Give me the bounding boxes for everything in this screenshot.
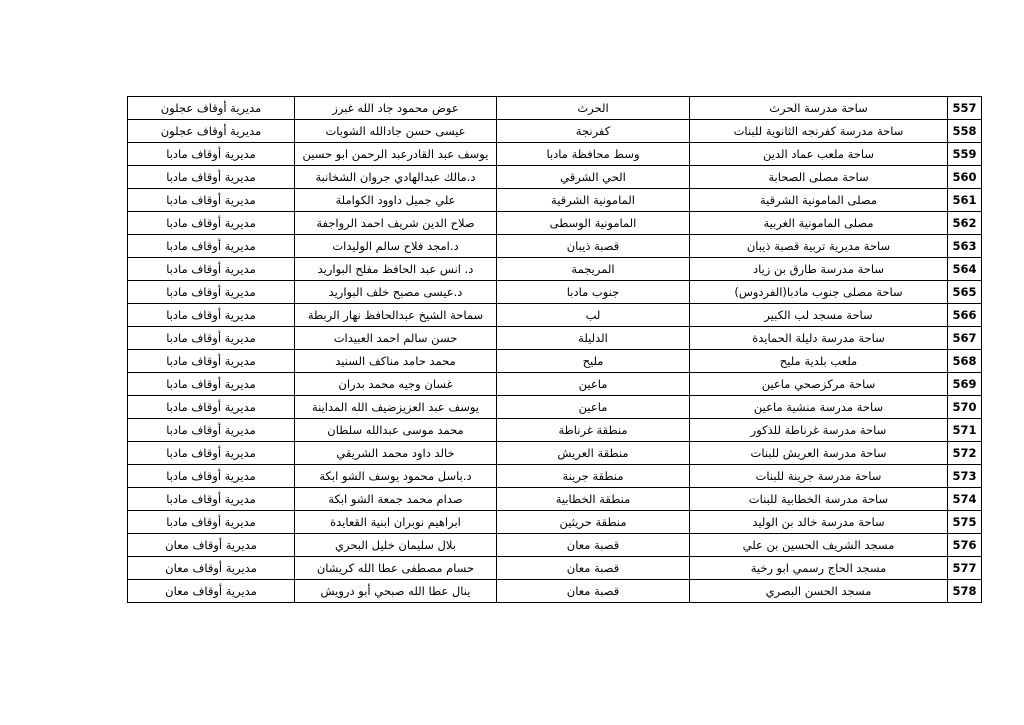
area-cell: الدليلة	[497, 327, 690, 350]
person-name-cell: عوض محمود جاد الله غبرز	[295, 97, 497, 120]
directorate-cell: مديرية أوقاف مادبا	[128, 304, 295, 327]
table-row	[128, 120, 982, 143]
table-row	[128, 166, 982, 189]
person-name-cell: صلاح الدين شريف احمد الرواجفة	[295, 212, 497, 235]
directorate-cell: مديرية أوقاف مادبا	[128, 143, 295, 166]
row-number-cell: 568	[948, 350, 982, 373]
directorate-cell: مديرية أوقاف مادبا	[128, 465, 295, 488]
directorate-cell: مديرية أوقاف عجلون	[128, 120, 295, 143]
place-name-cell: ساحة مدرسة غرناطة للذكور	[690, 419, 948, 442]
directorate-cell: مديرية أوقاف معان	[128, 534, 295, 557]
person-name-cell: يوسف عبد العزيزضيف الله المداينة	[295, 396, 497, 419]
row-number-cell: 569	[948, 373, 982, 396]
person-name-cell: عيسى حسن جادالله الشوبات	[295, 120, 497, 143]
table-row	[128, 350, 982, 373]
place-name-cell: مصلى المامونية الغربية	[690, 212, 948, 235]
person-name-cell: حسام مصطفى عطا الله كريشان	[295, 557, 497, 580]
row-number-cell: 577	[948, 557, 982, 580]
directorate-cell: مديرية أوقاف مادبا	[128, 235, 295, 258]
area-cell: ماعين	[497, 373, 690, 396]
person-name-cell: د. انس عبد الحافظ مفلح البواريد	[295, 258, 497, 281]
place-name-cell: ساحة مدرسة دليلة الحمايدة	[690, 327, 948, 350]
person-name-cell: د.باسل محمود يوسف الشو ابكة	[295, 465, 497, 488]
table-row	[128, 419, 982, 442]
table-row	[128, 396, 982, 419]
area-cell: مليح	[497, 350, 690, 373]
row-number-cell: 557	[948, 97, 982, 120]
place-name-cell: ساحة ملعب عماد الدين	[690, 143, 948, 166]
area-cell: منطقة حريثين	[497, 511, 690, 534]
directorate-cell: مديرية أوقاف مادبا	[128, 442, 295, 465]
directorate-cell: مديرية أوقاف مادبا	[128, 189, 295, 212]
table-row	[128, 212, 982, 235]
directorate-cell: مديرية أوقاف مادبا	[128, 258, 295, 281]
person-name-cell: سماحة الشيخ عبدالحافظ نهار الربطة	[295, 304, 497, 327]
person-name-cell: حسن سالم احمد العبيدات	[295, 327, 497, 350]
table-row	[128, 97, 982, 120]
place-name-cell: ساحة مدرسة كفرنجه الثانوية للبنات	[690, 120, 948, 143]
row-number-cell: 562	[948, 212, 982, 235]
row-number-cell: 567	[948, 327, 982, 350]
row-number-cell: 558	[948, 120, 982, 143]
place-name-cell: ساحة مدرسة الخطابية للبنات	[690, 488, 948, 511]
row-number-cell: 559	[948, 143, 982, 166]
area-cell: الحرث	[497, 97, 690, 120]
person-name-cell: د.امجد فلاح سالم الوليدات	[295, 235, 497, 258]
person-name-cell: خالد داود محمد الشريقي	[295, 442, 497, 465]
directorate-cell: مديرية أوقاف مادبا	[128, 350, 295, 373]
table-row	[128, 189, 982, 212]
row-number-cell: 565	[948, 281, 982, 304]
area-cell: قصبة معان	[497, 534, 690, 557]
place-name-cell: ساحة مدرسة الحرث	[690, 97, 948, 120]
person-name-cell: د.عيسى مصبح خلف البواريد	[295, 281, 497, 304]
area-cell: منطقة الخطابية	[497, 488, 690, 511]
place-name-cell: ساحة مصلى الصحابة	[690, 166, 948, 189]
locations-table	[127, 96, 982, 603]
person-name-cell: علي جميل داوود الكواملة	[295, 189, 497, 212]
place-name-cell: مسجد الحاج رسمي ابو رخية	[690, 557, 948, 580]
place-name-cell: ساحة مدرسة جرينة للبنات	[690, 465, 948, 488]
table-row	[128, 281, 982, 304]
area-cell: قصبة معان	[497, 557, 690, 580]
area-cell: جنوب مادبا	[497, 281, 690, 304]
place-name-cell: مسجد الشريف الحسين بن علي	[690, 534, 948, 557]
area-cell: وسط محافظة مادبا	[497, 143, 690, 166]
area-cell: كفرنجة	[497, 120, 690, 143]
area-cell: الحي الشرقي	[497, 166, 690, 189]
row-number-cell: 561	[948, 189, 982, 212]
area-cell: لب	[497, 304, 690, 327]
directorate-cell: مديرية أوقاف مادبا	[128, 511, 295, 534]
area-cell: قصبة معان	[497, 580, 690, 603]
area-cell: منطقة غرناطة	[497, 419, 690, 442]
area-cell: ماعين	[497, 396, 690, 419]
directorate-cell: مديرية أوقاف مادبا	[128, 327, 295, 350]
person-name-cell: صدام محمد جمعة الشو ابكة	[295, 488, 497, 511]
person-name-cell: بلال سليمان خليل البحري	[295, 534, 497, 557]
table-row	[128, 557, 982, 580]
directorate-cell: مديرية أوقاف معان	[128, 557, 295, 580]
area-cell: منطقة جرينة	[497, 465, 690, 488]
table-row	[128, 327, 982, 350]
place-name-cell: مصلى المامونية الشرقية	[690, 189, 948, 212]
row-number-cell: 563	[948, 235, 982, 258]
place-name-cell: ساحة مسجد لب الكبير	[690, 304, 948, 327]
place-name-cell: ساحة مديرية تربية قصبة ذيبان	[690, 235, 948, 258]
place-name-cell: مسجد الحسن البصري	[690, 580, 948, 603]
person-name-cell: ينال عطا الله صبحي أبو درويش	[295, 580, 497, 603]
table-body	[128, 97, 982, 603]
person-name-cell: محمد حامد مناكف السنيد	[295, 350, 497, 373]
directorate-cell: مديرية أوقاف مادبا	[128, 419, 295, 442]
table-row	[128, 580, 982, 603]
directorate-cell: مديرية أوقاف مادبا	[128, 166, 295, 189]
row-number-cell: 560	[948, 166, 982, 189]
directorate-cell: مديرية أوقاف مادبا	[128, 281, 295, 304]
table-row	[128, 235, 982, 258]
row-number-cell: 564	[948, 258, 982, 281]
table-row	[128, 373, 982, 396]
person-name-cell: ابراهيم نوبران ابنية القعايدة	[295, 511, 497, 534]
directorate-cell: مديرية أوقاف مادبا	[128, 488, 295, 511]
row-number-cell: 572	[948, 442, 982, 465]
table-row	[128, 488, 982, 511]
directorate-cell: مديرية أوقاف معان	[128, 580, 295, 603]
person-name-cell: يوسف عبد القادرعبد الرحمن ابو حسين	[295, 143, 497, 166]
area-cell: المامونية الشرقية	[497, 189, 690, 212]
row-number-cell: 566	[948, 304, 982, 327]
row-number-cell: 573	[948, 465, 982, 488]
row-number-cell: 575	[948, 511, 982, 534]
place-name-cell: ساحة مدرسة طارق بن زياد	[690, 258, 948, 281]
place-name-cell: ساحة مدرسة خالد بن الوليد	[690, 511, 948, 534]
place-name-cell: ساحة مدرسة العريش للبنات	[690, 442, 948, 465]
area-cell: المامونية الوسطى	[497, 212, 690, 235]
person-name-cell: د.مالك عبدالهادي جروان الشخانبة	[295, 166, 497, 189]
place-name-cell: ملعب بلدية مليح	[690, 350, 948, 373]
area-cell: قصبة ذيبان	[497, 235, 690, 258]
area-cell: منطقة العريش	[497, 442, 690, 465]
table-row	[128, 511, 982, 534]
person-name-cell: محمد موسى عبدالله سلطان	[295, 419, 497, 442]
row-number-cell: 576	[948, 534, 982, 557]
directorate-cell: مديرية أوقاف عجلون	[128, 97, 295, 120]
directorate-cell: مديرية أوقاف مادبا	[128, 212, 295, 235]
table-row	[128, 304, 982, 327]
directorate-cell: مديرية أوقاف مادبا	[128, 396, 295, 419]
table-row	[128, 258, 982, 281]
table-row	[128, 442, 982, 465]
row-number-cell: 570	[948, 396, 982, 419]
area-cell: المريجمة	[497, 258, 690, 281]
place-name-cell: ساحة مركزصحي ماعين	[690, 373, 948, 396]
person-name-cell: غسان وجيه محمد بدران	[295, 373, 497, 396]
row-number-cell: 578	[948, 580, 982, 603]
place-name-cell: ساحة مدرسة منشية ماعين	[690, 396, 948, 419]
table-row	[128, 143, 982, 166]
table-row	[128, 534, 982, 557]
directorate-cell: مديرية أوقاف مادبا	[128, 373, 295, 396]
place-name-cell: ساحة مصلى جنوب مادبا(الفردوس)	[690, 281, 948, 304]
row-number-cell: 571	[948, 419, 982, 442]
row-number-cell: 574	[948, 488, 982, 511]
table-row	[128, 465, 982, 488]
